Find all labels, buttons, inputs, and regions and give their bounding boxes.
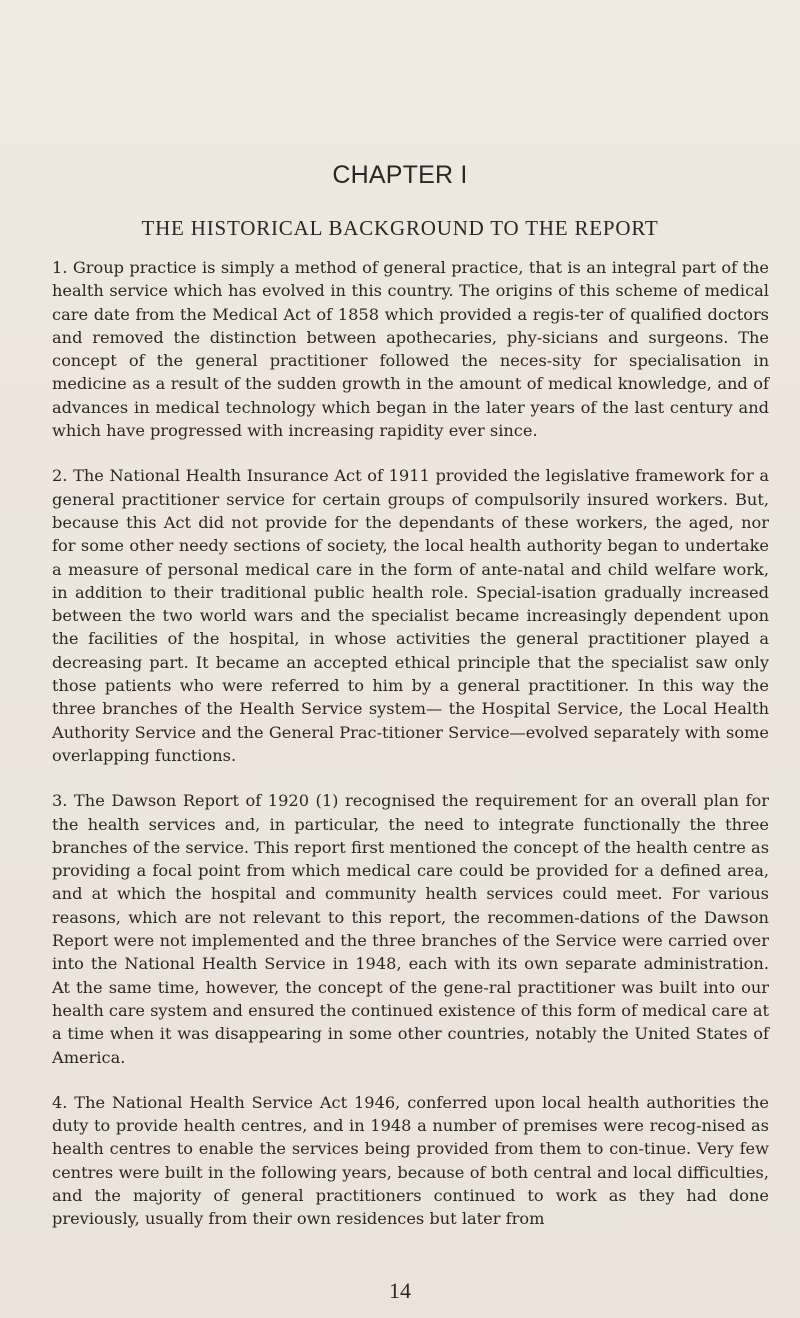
chapter-heading: CHAPTER I [332, 161, 468, 189]
paragraph-1: 1. Group practice is simply a method of general practice, that is an integral part of the health service which has evolved in this country. The origins of this scheme of medical care date from the Medical Act of 1858 which provided a regis-ter of qualified doctors and removed the distinction between apothecaries, phy-sicians and surgeons. The concept of the general practitioner followed the neces-sity for specialisation in medicine as a result of the sudden growth in the amount of medical knowledge, and of advances in medical technology which began in the later years of the last century and which have progressed with increasing rapidity ever since. [52, 258, 769, 441]
paragraph-2: 2. The National Health Insurance Act of 1911 provided the legislative framework for a general practitioner service for certain groups of compulsorily insured workers. But, because this Act did not provide for the dependants of these workers, the aged, nor for some other needy sections of society, the local health authority began to undertake a measure of personal medical care in the form of ante-natal and child welfare work, in addition to their traditional public health role. Special-isation gradually increased between the two world wars and the specialist became increasingly dependent upon the facilities of the hospital, in whose activities the general practitioner played a decreasing part. It became an accepted ethical principle that the specialist saw only those patients who were referred to him by a general practitioner. In this way the three branches of the Health Service system— the Hospital Service, the Local Health Authority Service and the General Prac-titioner Service—evolved separately with some overlapping functions. [52, 466, 769, 765]
paragraph-4: 4. The National Health Service Act 1946, conferred upon local health authorities the duty to provide health centres, and in 1948 a number of premises were recog-nised as health centres to enable the services being provided from them to con-tinue. Very few centres were built in the following years, because of both central and local difficulties, and the majority of general practitioners continued to work as they had done previously, usually from their own residences but later from [52, 1092, 769, 1229]
chapter-title: THE HISTORICAL BACKGROUND TO THE REPORT [141, 216, 659, 240]
body-text [52, 256, 769, 1253]
paragraph-3: 3. The Dawson Report of 1920 (1) recognised the requirement for an overall plan for the health services and, in particular, the need to integrate functionally the three branches of the service. This report first mentioned the concept of the health centre as providing a focal point from which medical care could be provided for a defined area, and at which the hospital and community health services could meet. For various reasons, which are not relevant to this report, the recommen-dations of the Dawson Report were not implemented and the three branches of the Service were carried over into the National Health Service in 1948, each with its own separate administration. At the same time, however, the concept of the gene-ral practitioner was built into our health care system and ensured the continued existence of this form of medical care at a time when it was disappearing in some other countries, notably the United States of America. [52, 791, 769, 1067]
page-number: 14 [389, 1278, 411, 1303]
